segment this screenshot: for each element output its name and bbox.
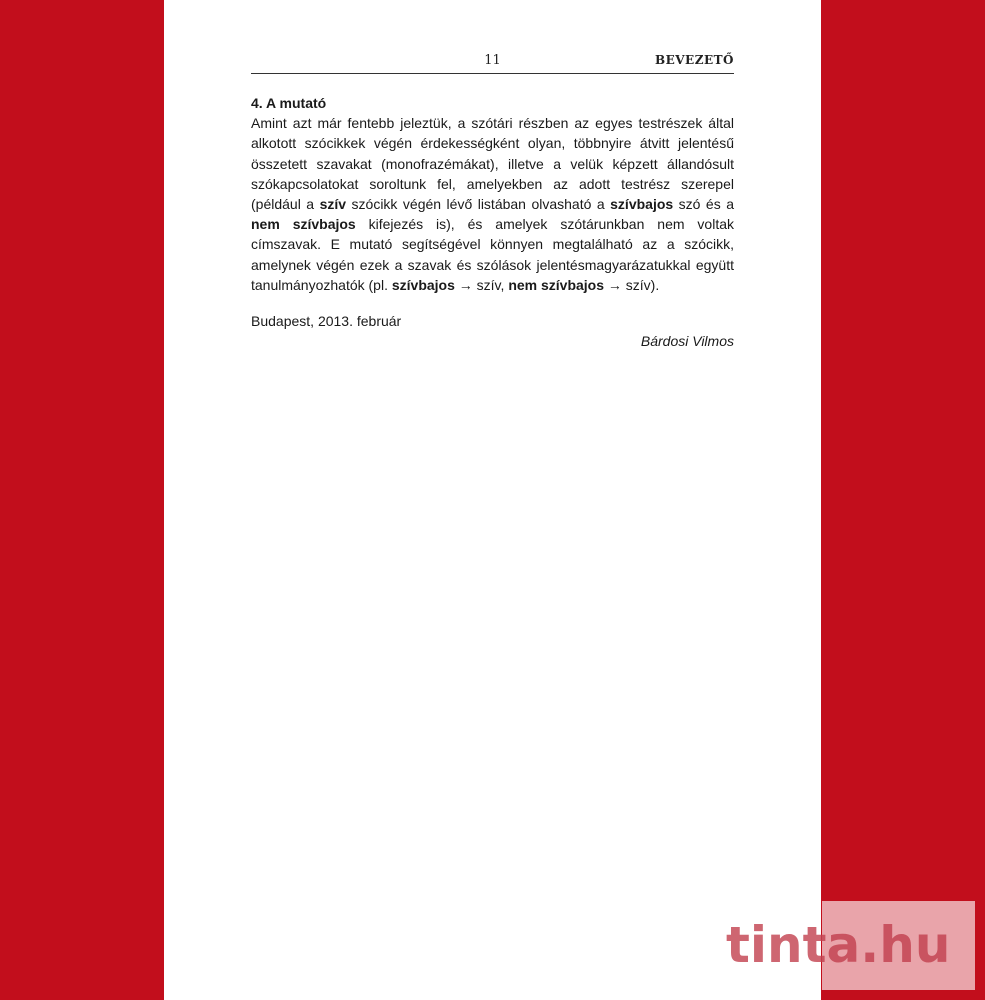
section-title: 4. A mutató <box>251 95 327 111</box>
page-number: 11 <box>484 53 501 68</box>
paragraph-run: kifejezés is), és amelyek szótárunkban nem voltak címszavak. E mutató segítségével könnyen megtalálható az a szócikk, amelynek végén ezek a szavak és szólások jelentésmagyarázatukkal együtt tanulmányozhatók (pl. <box>251 216 735 293</box>
place-date: Budapest, 2013. február <box>251 313 402 330</box>
paragraph-run: Amint azt már fentebb jeleztük, a szótári részben az egyes testrészek által alkotott szócikkek végén érdekességként olyan, többnyire átvitt jelentésű összetett szavakat (monofrazémákat), illetve a velük képzett állandósult szókapcsolatokat soroltunk fel, amelyekben az adott testrész szerepel (például a <box>251 115 734 213</box>
paragraph-run: → szív). <box>604 276 660 293</box>
paragraph-run: → szív, <box>454 276 509 293</box>
paragraph-run-bold: szív <box>319 196 347 213</box>
paragraph-run-bold: szívbajos <box>610 196 674 213</box>
page-header <box>251 52 734 74</box>
paragraph-run-bold: nem szívbajos <box>251 216 356 233</box>
book-page <box>164 0 821 1000</box>
paragraph-run: szócikk végén lévő listában olvasható a <box>346 196 611 213</box>
paragraph-run-bold: nem szívbajos <box>508 276 605 293</box>
paragraph-run-bold: szívbajos <box>391 276 455 293</box>
running-head: BEVEZETŐ <box>654 53 734 67</box>
page-content <box>251 93 734 351</box>
watermark-logo: tinta.hu <box>726 916 951 974</box>
paragraph-run: szó és a <box>673 196 734 213</box>
section-paragraph <box>251 113 734 295</box>
author-signature: Bárdosi Vilmos <box>640 333 734 350</box>
